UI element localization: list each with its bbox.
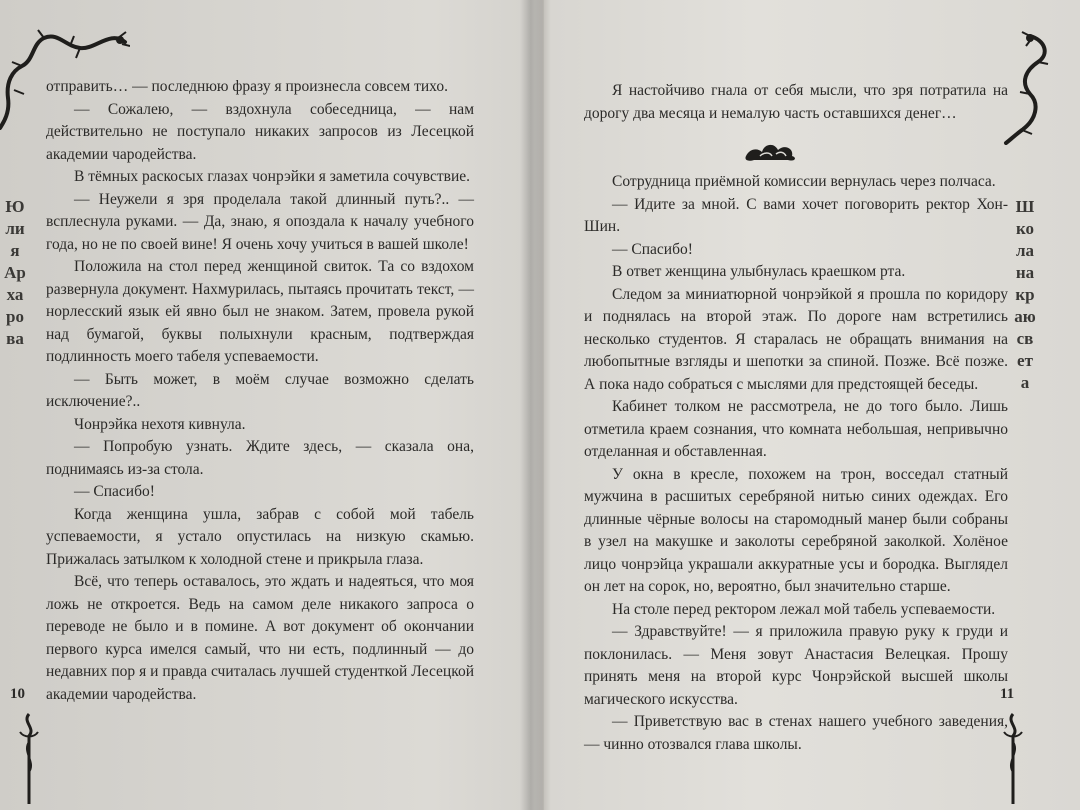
paragraph: На столе перед ректором лежал мой табель успеваемости. [612,600,996,618]
left-page [0,0,520,810]
paragraph: — Здравствуйте! — я приложила правую руку к груди и поклонилась. — Меня зовут Анастасия Велецкая. Прошу принять меня на второй курс Чонрэйской высшей школы магического искусства. [584,623,1008,708]
book-gutter [520,0,544,810]
paragraph: Кабинет толком не рассмотрела, не до того было. Лишь отметила краем сознания, что комната небольшая, непривычно отделанная и обставленная. [584,398,1008,460]
dragon-ornament-icon [990,30,1060,145]
paragraph: — Неужели я зря проделала такой длинный путь?.. — всплеснула руками. — Да, знаю, я опоздала к началу учебного года, но не по своей вине! Я очень хочу учиться в вашей школе! [46,190,474,253]
running-head-author: Юлия Архарова [4,197,26,348]
paragraph: Следом за миниатюрной чонрэйкой я прошла по коридору и поднялась на второй этаж. По дороге нам встретились несколько студентов. Я старалась не обращать внимания на любопытные взгляды и шепотки за спиной. Позже. Всё позже. А пока надо собраться с мыслями для предстоящей беседы. [584,285,1008,393]
paragraph: Положила на стол перед женщиной свиток. Та со вздохом развернула документ. Нахмурилась, пытаясь прочитать текст, — норлесский язык ей явно был не знаком. Затем, провела рукой над бумагой, буквы полыхнули красным, подтверждая подлинность моего табеля успеваемости. [46,258,474,365]
paragraph: — Спасибо! [74,483,155,500]
sword-ornament-icon [14,712,44,807]
paragraph: — Спасибо! [612,240,693,258]
paragraph: В ответ женщина улыбнулась краешком рта. [612,263,906,280]
paragraph: — Попробую узнать. Ждите здесь, — сказала она, поднимаясь из-за стола. [46,438,474,478]
running-head-title: Школа на краю света [1014,197,1036,392]
paragraph: Когда женщина ушла, забрав с собой мой табель успеваемости, я устало опустилась на низкую скамью. Прижалась затылком к холодной стене и прикрыла глаза. [46,505,474,568]
paragraph: В тёмных раскосых глазах чонрэйки я заметила сочувствие. [74,168,471,185]
paragraph: Сотрудница приёмной комиссии вернулась через полчаса. [612,173,996,190]
paragraph: Всё, что теперь оставалось, это ждать и надеяться, что моя ложь не откроется. Ведь на самом деле никакого запроса о переводе не было и в помине. А вот документ об окончании первого курса имелся самый, что ни есть, подлинный — до недавних пор я и правда считалась лучшей студенткой Лесецкой академии чародейства. [46,573,474,703]
paragraph: Чонрэйка нехотя кивнула. [74,415,246,433]
paragraph: Я настойчиво гнала от себя мысли, что зря потратила на дорогу два месяца и немалую часть оставшихся денег… [584,82,1008,122]
page-number: 11 [1000,686,1015,702]
paragraph: — Приветствую вас в стенах нашего учебного заведения, — чинно отозвался глава школы. [584,713,1008,753]
right-page-text [584,80,1008,756]
left-page-text [46,76,474,706]
paragraph: — Быть может, в моём случае возможно сделать исключение?.. [46,370,474,410]
paragraph: У окна в кресле, похожем на трон, восседал статный мужчина в расшитых серебряной нитью синих одеждах. Его длинные чёрные волосы на старомодный манер были собраны в узел на макушке и заколоты серебряной заколкой. Холёное лицо чонрэйца украшали аккуратные усы и бородка. Выглядел он лет на сорок, но, вероятно, был значительно старше. [584,465,1008,595]
cloud-ornament-icon [744,138,800,164]
paragraph: — Идите за мной. С вами хочет поговорить ректор Хон-Шин. [584,195,1008,235]
sword-ornament-icon [998,712,1028,807]
right-page [544,0,1080,810]
page-number: 10 [10,686,25,702]
paragraph: отправить… — последнюю фразу я произнесла совсем тихо. [46,78,448,95]
paragraph: — Сожалею, — вздохнула собеседница, — нам действительно не поступало никаких запросов из Лесецкой академии чародейства. [46,100,474,163]
